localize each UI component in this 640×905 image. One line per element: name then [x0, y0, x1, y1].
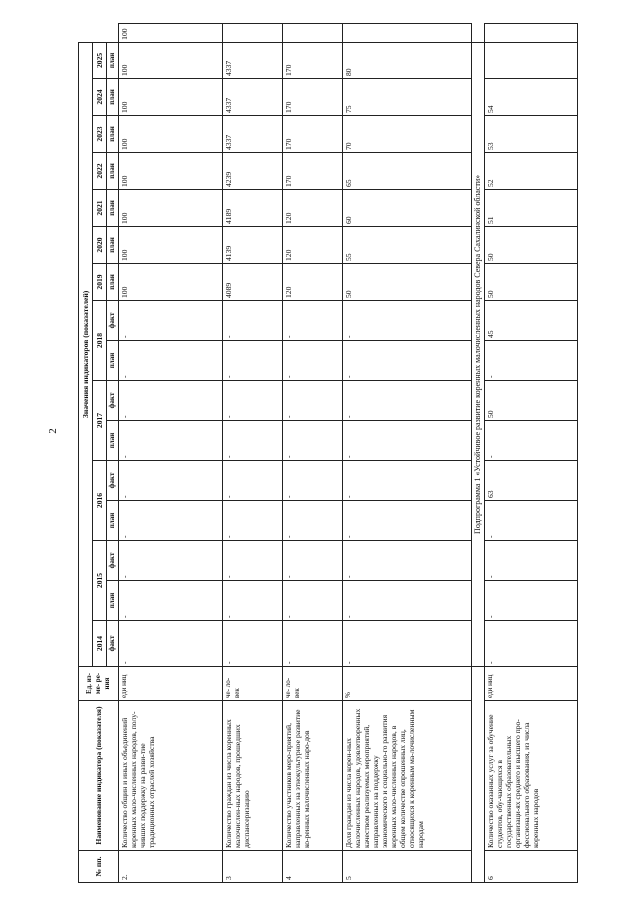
value-cell: 4337 — [222, 116, 282, 153]
value-cell: - — [119, 381, 223, 421]
value-cell: - — [343, 461, 472, 501]
value-cell — [485, 24, 578, 43]
year-2016: 2016 — [93, 461, 107, 541]
subprogram-spacer — [471, 667, 484, 883]
table-row — [119, 24, 223, 883]
value-cell: - — [222, 341, 282, 381]
value-cell: - — [343, 381, 472, 421]
value-cell — [343, 24, 472, 43]
value-cell — [282, 24, 342, 43]
year-2014: 2014 — [93, 621, 107, 667]
value-cell: - — [343, 301, 472, 341]
indicator-name: Количество участников меро-приятий, направленных на этнокультурное развитие ко-ренных малочисленных наро-дов — [282, 701, 342, 851]
value-cell: - — [222, 301, 282, 341]
value-cell: - — [222, 541, 282, 581]
indicator-name: Доля граждан из числа корен-ных малочисленных народов, удовлетворенных качеством реализуемых мероприятий, направленных на поддержку экономического и социально-го развития коренных мало-численных народов, в общем количестве опрошенных лиц, относящихся к коренным ма-лочисленным народам — [343, 701, 472, 851]
value-cell: 100 — [119, 24, 223, 43]
value-cell: 100 — [119, 227, 223, 264]
value-cell: - — [222, 461, 282, 501]
value-cell: - — [222, 501, 282, 541]
header-name: Наименование индикатора (показателя) — [79, 701, 119, 851]
value-cell: 55 — [343, 227, 472, 264]
value-cell: 100 — [119, 116, 223, 153]
subheader-fact: факт — [107, 381, 119, 421]
subprogram-row — [471, 24, 484, 883]
value-cell: - — [282, 301, 342, 341]
subheader-plan: план — [107, 153, 119, 190]
subheader-fact: факт — [107, 541, 119, 581]
subheader-plan: план — [107, 264, 119, 301]
subheader-plan: план — [107, 227, 119, 264]
indicator-table — [78, 23, 578, 883]
value-cell: 4189 — [222, 190, 282, 227]
row-number: 2. — [119, 851, 223, 883]
table-row — [485, 24, 578, 883]
value-cell: - — [485, 541, 578, 581]
year-2020: 2020 — [93, 227, 107, 264]
value-cell: - — [222, 581, 282, 621]
value-cell: - — [119, 581, 223, 621]
value-cell: 65 — [343, 153, 472, 190]
value-cell: - — [282, 621, 342, 667]
value-cell: 70 — [343, 116, 472, 153]
header-unit: Ед. из- ме- ре- ния — [79, 667, 119, 701]
year-2015: 2015 — [93, 541, 107, 621]
value-cell: - — [222, 621, 282, 667]
subheader-plan: план — [107, 341, 119, 381]
value-cell: - — [485, 581, 578, 621]
value-cell: - — [485, 341, 578, 381]
header-values: Значения индикаторов (показателей) — [79, 42, 93, 666]
value-cell: 100 — [119, 264, 223, 301]
indicator-unit: еди ниц — [485, 667, 578, 701]
indicator-unit: че- ло- век — [222, 667, 282, 701]
row-number: 4 — [282, 851, 342, 883]
value-cell: - — [119, 621, 223, 667]
subprogram-title: Подпрограмма 1 «Устойчивое развитие коренных малочисленных народов Севера Сахалинской области» — [471, 42, 484, 666]
value-cell: 45 — [485, 301, 578, 341]
value-cell: 80 — [343, 42, 472, 78]
value-cell: 50 — [485, 264, 578, 301]
value-cell: 4337 — [222, 42, 282, 78]
value-cell: 4139 — [222, 227, 282, 264]
value-cell: - — [343, 541, 472, 581]
value-cell: 75 — [343, 79, 472, 116]
value-cell: - — [485, 621, 578, 667]
value-cell: 53 — [485, 116, 578, 153]
value-cell: 100 — [119, 42, 223, 78]
value-cell: - — [282, 381, 342, 421]
value-cell: 170 — [282, 116, 342, 153]
row-number: 6 — [485, 851, 578, 883]
subheader-fact: факт — [107, 461, 119, 501]
indicator-table-sheet — [78, 23, 578, 883]
indicator-unit: % — [343, 667, 472, 701]
value-cell: - — [282, 541, 342, 581]
value-cell: - — [222, 421, 282, 461]
value-cell: - — [485, 421, 578, 461]
value-cell: 100 — [119, 79, 223, 116]
value-cell: 50 — [485, 381, 578, 421]
value-cell: - — [282, 581, 342, 621]
indicator-name: Количество граждан из числа коренных малочислен-ных народов, прошедших диспансеризацию — [222, 701, 282, 851]
table-row — [343, 24, 472, 883]
value-cell: 4089 — [222, 264, 282, 301]
value-cell: - — [343, 421, 472, 461]
subheader-plan: план — [107, 116, 119, 153]
header-no: № пп. — [79, 851, 119, 883]
value-cell: - — [485, 501, 578, 541]
value-cell: 170 — [282, 79, 342, 116]
value-cell: 51 — [485, 190, 578, 227]
value-cell: - — [343, 341, 472, 381]
value-cell: - — [119, 341, 223, 381]
value-cell: 52 — [485, 153, 578, 190]
indicator-unit: че- ло- век — [282, 667, 342, 701]
indicator-unit: еди ниц — [119, 667, 223, 701]
value-cell: - — [119, 541, 223, 581]
subheader-fact: факт — [107, 621, 119, 667]
value-cell: 4337 — [222, 79, 282, 116]
page-number: 2 — [46, 428, 59, 434]
value-cell: 120 — [282, 227, 342, 264]
row-number: 3 — [222, 851, 282, 883]
value-cell: 170 — [282, 153, 342, 190]
row-number: 5 — [343, 851, 472, 883]
value-cell: - — [343, 581, 472, 621]
value-cell: - — [119, 501, 223, 541]
value-cell: - — [119, 461, 223, 501]
value-cell — [485, 42, 578, 78]
subheader-fact: факт — [107, 301, 119, 341]
value-cell — [222, 24, 282, 43]
value-cell: - — [343, 501, 472, 541]
subheader-plan: план — [107, 581, 119, 621]
value-cell: 50 — [343, 264, 472, 301]
value-cell: - — [119, 421, 223, 461]
year-2017: 2017 — [93, 381, 107, 461]
indicator-name: Количество оказанных услуг за обучение студентов, обу-чающихся в государственных образовательных организаци-ях среднего и высшего про-фессионального образования, из числа коренных народов — [485, 701, 578, 851]
value-cell: 100 — [119, 153, 223, 190]
value-cell: 63 — [485, 461, 578, 501]
value-cell: 120 — [282, 190, 342, 227]
value-cell: - — [282, 421, 342, 461]
value-cell: 50 — [485, 227, 578, 264]
year-2021: 2021 — [93, 190, 107, 227]
year-2024: 2024 — [93, 79, 107, 116]
subheader-plan: план — [107, 501, 119, 541]
year-2023: 2023 — [93, 116, 107, 153]
subheader-plan: план — [107, 79, 119, 116]
value-cell: - — [282, 501, 342, 541]
table-row — [282, 24, 342, 883]
value-cell: 120 — [282, 264, 342, 301]
year-2018: 2018 — [93, 301, 107, 381]
year-2022: 2022 — [93, 153, 107, 190]
value-cell: - — [282, 341, 342, 381]
value-cell: 4239 — [222, 153, 282, 190]
subheader-plan: план — [107, 42, 119, 78]
table-row — [222, 24, 282, 883]
value-cell: 60 — [343, 190, 472, 227]
value-cell: 54 — [485, 79, 578, 116]
year-2019: 2019 — [93, 264, 107, 301]
indicator-name: Количество общин и иных объединений коренных мало-численных народов, полу-чивших поддержку на разви-тие традиционных отраслей хозяйства — [119, 701, 223, 851]
value-cell: - — [282, 461, 342, 501]
value-cell: - — [119, 301, 223, 341]
subheader-plan: план — [107, 190, 119, 227]
value-cell: 170 — [282, 42, 342, 78]
year-2025: 2025 — [93, 42, 107, 78]
value-cell: - — [222, 381, 282, 421]
subheader-plan: план — [107, 421, 119, 461]
value-cell: - — [343, 621, 472, 667]
value-cell: 100 — [119, 190, 223, 227]
